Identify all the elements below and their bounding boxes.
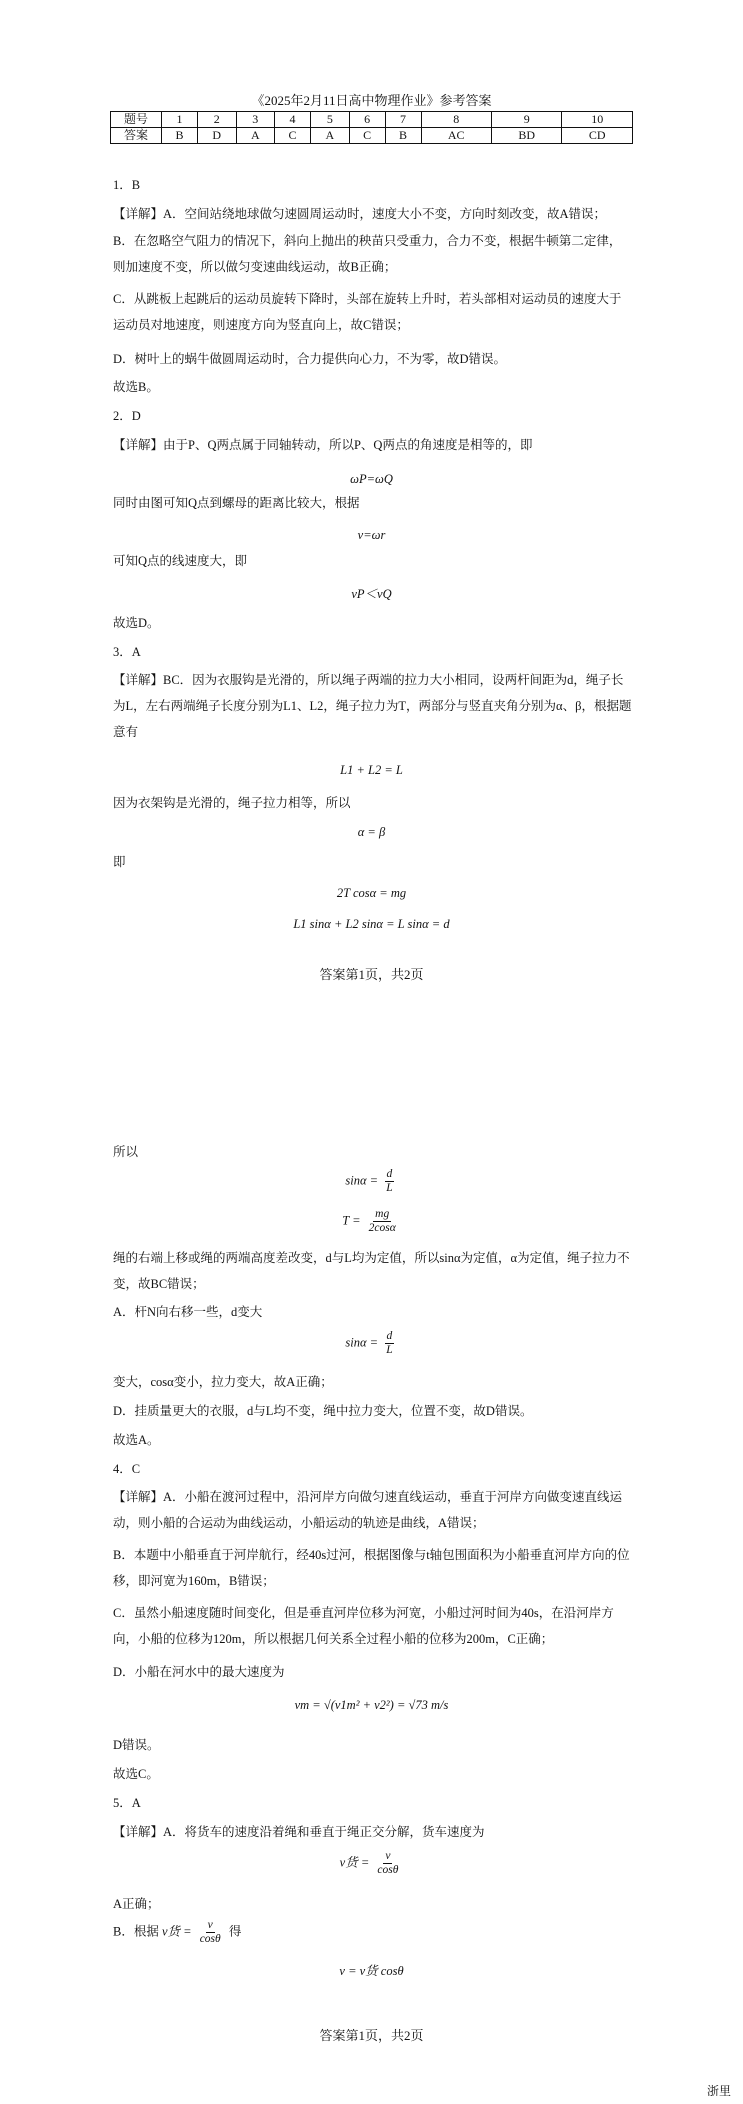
q4-line: 【详解】A．小船在渡河过程中，沿河岸方向做匀速直线运动，垂直于河岸方向做变速直线运动，则小船的合运动为曲线运动，小船运动的轨迹是曲线，A错误； <box>113 1490 623 1530</box>
table-cell: AC <box>421 128 491 144</box>
q3-line: 故选A。 <box>113 1433 160 1447</box>
text-part: B．根据 <box>113 1924 159 1939</box>
table-cell: B <box>162 128 198 144</box>
q5-equation: v = v货 cosθ <box>339 1964 404 1978</box>
table-cell: 10 <box>562 112 633 128</box>
table-cell: 4 <box>275 112 311 128</box>
q3-line: 【详解】BC．因为衣服钩是光滑的，所以绳子两端的拉力大小相同，设两杆间距为d，绳子长为L，左右两端绳子长度分别为L1、L2，绳子拉力为T，两部分与竖直夹角分别为α、β，根据题意有 <box>113 673 632 739</box>
table-cell: 1 <box>162 112 198 128</box>
fraction-numerator: v <box>385 1850 391 1862</box>
q2-equation: v=ωr <box>357 528 386 542</box>
q1-line: 【详解】A．空间站绕地球做匀速圆周运动时，速度大小不变，方向时刻改变，故A错误； <box>113 207 607 221</box>
q5-equation <box>0 1850 743 1877</box>
table-cell: C <box>349 128 385 144</box>
equation-part: T = <box>342 1213 361 1228</box>
equation-part: sinα = <box>345 1173 379 1188</box>
q3-line: 变大，cosα变小，拉力变大，故A正确； <box>113 1375 333 1389</box>
table-cell: 8 <box>421 112 491 128</box>
q5-line: A正确； <box>113 1897 160 1911</box>
table-cell: BD <box>491 128 561 144</box>
q4-heading: 4．C <box>113 1462 141 1476</box>
q2-heading: 2．D <box>113 409 141 423</box>
q2-line: 可知Q点的线速度大，即 <box>113 554 248 568</box>
q3-equation <box>0 1208 743 1235</box>
table-cell: 5 <box>311 112 350 128</box>
q5-line: 【详解】A．将货车的速度沿着绳和垂直于绳正交分解，货车速度为 <box>113 1825 485 1839</box>
fraction-numerator: d <box>386 1330 393 1342</box>
q4-equation: vm = √(v1m² + v2²) = √73 m/s <box>294 1698 449 1712</box>
fraction <box>198 1919 223 1946</box>
q3-equation <box>0 1330 743 1357</box>
answer-table <box>110 111 633 144</box>
q3-equation: α = β <box>357 825 386 839</box>
fraction <box>375 1850 400 1877</box>
q2-line: 【详解】由于P、Q两点属于同轴转动，所以P、Q两点的角速度是相等的，即 <box>113 438 533 452</box>
table-cell: C <box>275 128 311 144</box>
table-cell: B <box>385 128 421 144</box>
q2-line: 同时由图可知Q点到螺母的距离比较大，根据 <box>113 496 360 510</box>
q4-line: 故选C。 <box>113 1767 159 1781</box>
q3-line: 所以 <box>113 1145 139 1159</box>
fraction-numerator: d <box>386 1168 393 1180</box>
q5-heading: 5．A <box>113 1796 141 1810</box>
q2-line: 故选D。 <box>113 616 160 630</box>
q3-equation: L1 sinα + L2 sinα = L sinα = d <box>293 917 450 931</box>
q5-line <box>113 1919 241 1946</box>
fraction <box>384 1330 394 1357</box>
table-cell: 2 <box>197 112 236 128</box>
equation-part: sinα = <box>345 1335 379 1350</box>
fraction-numerator: mg <box>375 1208 390 1220</box>
fraction-denominator: 2cosα <box>368 1222 396 1234</box>
table-answer-row <box>111 128 633 144</box>
table-cell: D <box>197 128 236 144</box>
q1-heading: 1．B <box>113 178 141 192</box>
page-title: 《2025年2月11日高中物理作业》参考答案 <box>251 93 492 108</box>
fraction-denominator: L <box>386 1344 393 1356</box>
page-footer: 答案第1页，共2页 <box>319 2028 424 2043</box>
q3-line: A．杆N向右移一些，d变大 <box>113 1305 263 1319</box>
table-cell: 答案 <box>111 128 162 144</box>
q3-line: 绳的右端上移或绳的两端高度差改变，d与L均为定值，所以sinα为定值，α为定值，绳子拉力不变，故BC错误； <box>113 1251 630 1291</box>
fraction-denominator: L <box>386 1182 393 1194</box>
q3-equation: L1 + L2 = L <box>340 763 403 777</box>
q3-heading: 3．A <box>113 645 141 659</box>
q4-line: D错误。 <box>113 1738 160 1752</box>
q1-line: 故选B。 <box>113 380 159 394</box>
q3-line: D．挂质量更大的衣服，d与L均不变，绳中拉力变大，位置不变，故D错误。 <box>113 1404 533 1418</box>
q3-line: 因为衣架钩是光滑的，绳子拉力相等，所以 <box>113 796 351 810</box>
fraction-denominator: cosθ <box>377 1864 399 1876</box>
page-footer: 答案第1页，共2页 <box>319 967 424 982</box>
side-note: 浙里 <box>707 2084 732 2098</box>
q1-line: C．从跳板上起跳后的运动员旋转下降时，头部在旋转上升时，若头部相对运动员的速度大于运动员对地速度，则速度方向为竖直向上，故C错误； <box>113 292 622 332</box>
q2-equation: vP＜vQ <box>351 587 392 601</box>
table-cell: 题号 <box>111 112 162 128</box>
q4-line: C．虽然小船速度随时间变化，但是垂直河岸位移为河宽，小船过河时间为40s，在沿河岸方向，小船的位移为120m，所以根据几何关系全过程小船的位移为200m，C正确； <box>113 1606 614 1646</box>
fraction-denominator: cosθ <box>199 1933 221 1945</box>
table-header-row <box>111 112 633 128</box>
q1-line: D．树叶上的蜗牛做圆周运动时，合力提供向心力，不为零，故D错误。 <box>113 352 507 366</box>
q1-line: B．在忽略空气阻力的情况下，斜向上抛出的秧苗只受重力，合力不变，根据牛顿第二定律，则加速度不变，所以做匀变速曲线运动，故B正确； <box>113 234 622 274</box>
q2-equation: ωP=ωQ <box>350 472 393 486</box>
table-cell: A <box>311 128 350 144</box>
fraction <box>367 1208 398 1235</box>
table-cell: CD <box>562 128 633 144</box>
table-cell: 3 <box>236 112 275 128</box>
q4-line: D．小船在河水中的最大速度为 <box>113 1665 285 1679</box>
table-cell: 7 <box>385 112 421 128</box>
fraction <box>384 1168 394 1195</box>
equation-part: v货 = <box>161 1924 192 1939</box>
q3-equation <box>0 1168 743 1195</box>
text-part: 得 <box>228 1924 242 1939</box>
q3-equation: 2T cosα = mg <box>336 886 407 900</box>
q4-line: B．本题中小船垂直于河岸航行，经40s过河，根据图像与t轴包围面积为小船垂直河岸方向的位移，即河宽为160m，B错误； <box>113 1548 630 1588</box>
table-cell: 6 <box>349 112 385 128</box>
fraction-numerator: v <box>207 1919 213 1931</box>
equation-part: v货 = <box>339 1855 370 1870</box>
q3-line: 即 <box>113 855 126 869</box>
table-cell: 9 <box>491 112 561 128</box>
table-cell: A <box>236 128 275 144</box>
